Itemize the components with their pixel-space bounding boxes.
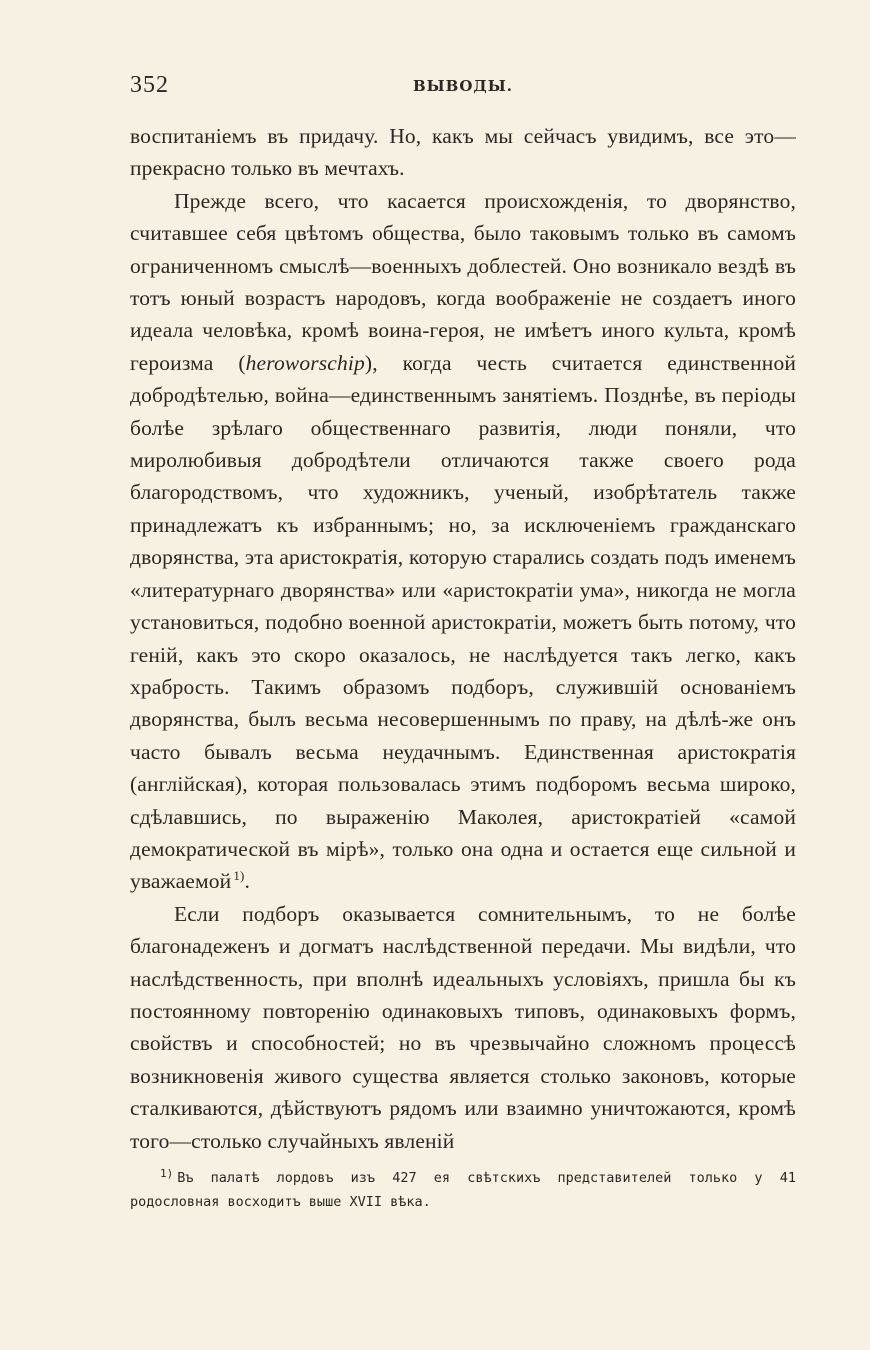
footnote-reference[interactable]: 1) (233, 868, 245, 884)
paragraph-text: ), когда честь считается единственной добродѣтелью, война—единственнымъ занятіемъ. Позднѣе, въ періоды болѣе зрѣлаго общественнаго развитія, люди поняли, что миролюбивыя добродѣтели отличаются также своего рода благородствомъ, что художникъ, ученый, изобрѣтатель также принадлежатъ къ избраннымъ; но, за исключеніемъ гражданскаго дворянства, эта аристократія, которую старались создать подъ именемъ «литературнаго дворянства» или «аристократіи ума», никогда не могла установиться, подобно военной аристократіи, можетъ быть потому, что геній, какъ это скоро оказалось, не наслѣдуется такъ легко, какъ храбрость. Такимъ образомъ подборъ, служившій основаніемъ дворянства, былъ весьма несовершеннымъ по праву, на дѣлѣ-же онъ часто бывалъ весьма неудачнымъ. Единственная аристократія (англійская), которая пользовалась этимъ подборомъ весьма широко, сдѣлавшись, по выраженію Маколея, аристократіей «самой демократической въ мірѣ», только она одна и остается еще сильной и уважаемой (130, 350, 796, 894)
running-title: ВЫВОДЫ. (412, 77, 514, 95)
running-head (130, 72, 796, 102)
paragraph-text: Прежде всего, что касается происхожденія, то дворянство, считавшее себя цвѣтомъ общества, было таковымъ только въ самомъ ограниченномъ смыслѣ—военныхъ доблестей. Оно возникало вездѣ въ тотъ юный возрастъ народовъ, когда воображеніе не создаетъ иного идеала человѣка, кромѣ воина-героя, не имѣетъ иного культа, кромѣ героизма ( (130, 188, 796, 375)
page-number: 352 (130, 72, 169, 98)
paragraph-continued: воспитаніемъ въ придачу. Но, какъ мы сейчасъ увидимъ, все это—прекрасно только въ мечтахъ. (130, 124, 796, 181)
paragraph-nobility-origin (130, 185, 796, 898)
paragraph-heredity: Если подборъ оказывается сомнительнымъ, то не болѣе благонадеженъ и догматъ наслѣдственной передачи. Мы видѣли, что наслѣдственность, при вполнѣ идеальныхъ условіяхъ, пришла бы къ постоянному повторенію одинаковыхъ типовъ, одинаковыхъ формъ, свойствъ и способностей; но въ чрезвычайно сложномъ процессѣ возникновенія живого существа является столько законовъ, которые сталкиваются, дѣйствуютъ рядомъ или взаимно уничтожаются, кромѣ того—столько случайныхъ явленій (130, 901, 796, 1153)
body-text (130, 120, 796, 1157)
footnote-mark: 1) (160, 1166, 174, 1180)
foreign-term: heroworschip (245, 350, 365, 375)
paragraph-text-end: . (244, 869, 250, 894)
footnote (130, 1166, 796, 1214)
footnote-text: Въ палатѣ лордовъ изъ 427 ея свѣтскихъ представителей только у 41 родословная восходитъ выше XVII вѣка. (130, 1170, 796, 1210)
